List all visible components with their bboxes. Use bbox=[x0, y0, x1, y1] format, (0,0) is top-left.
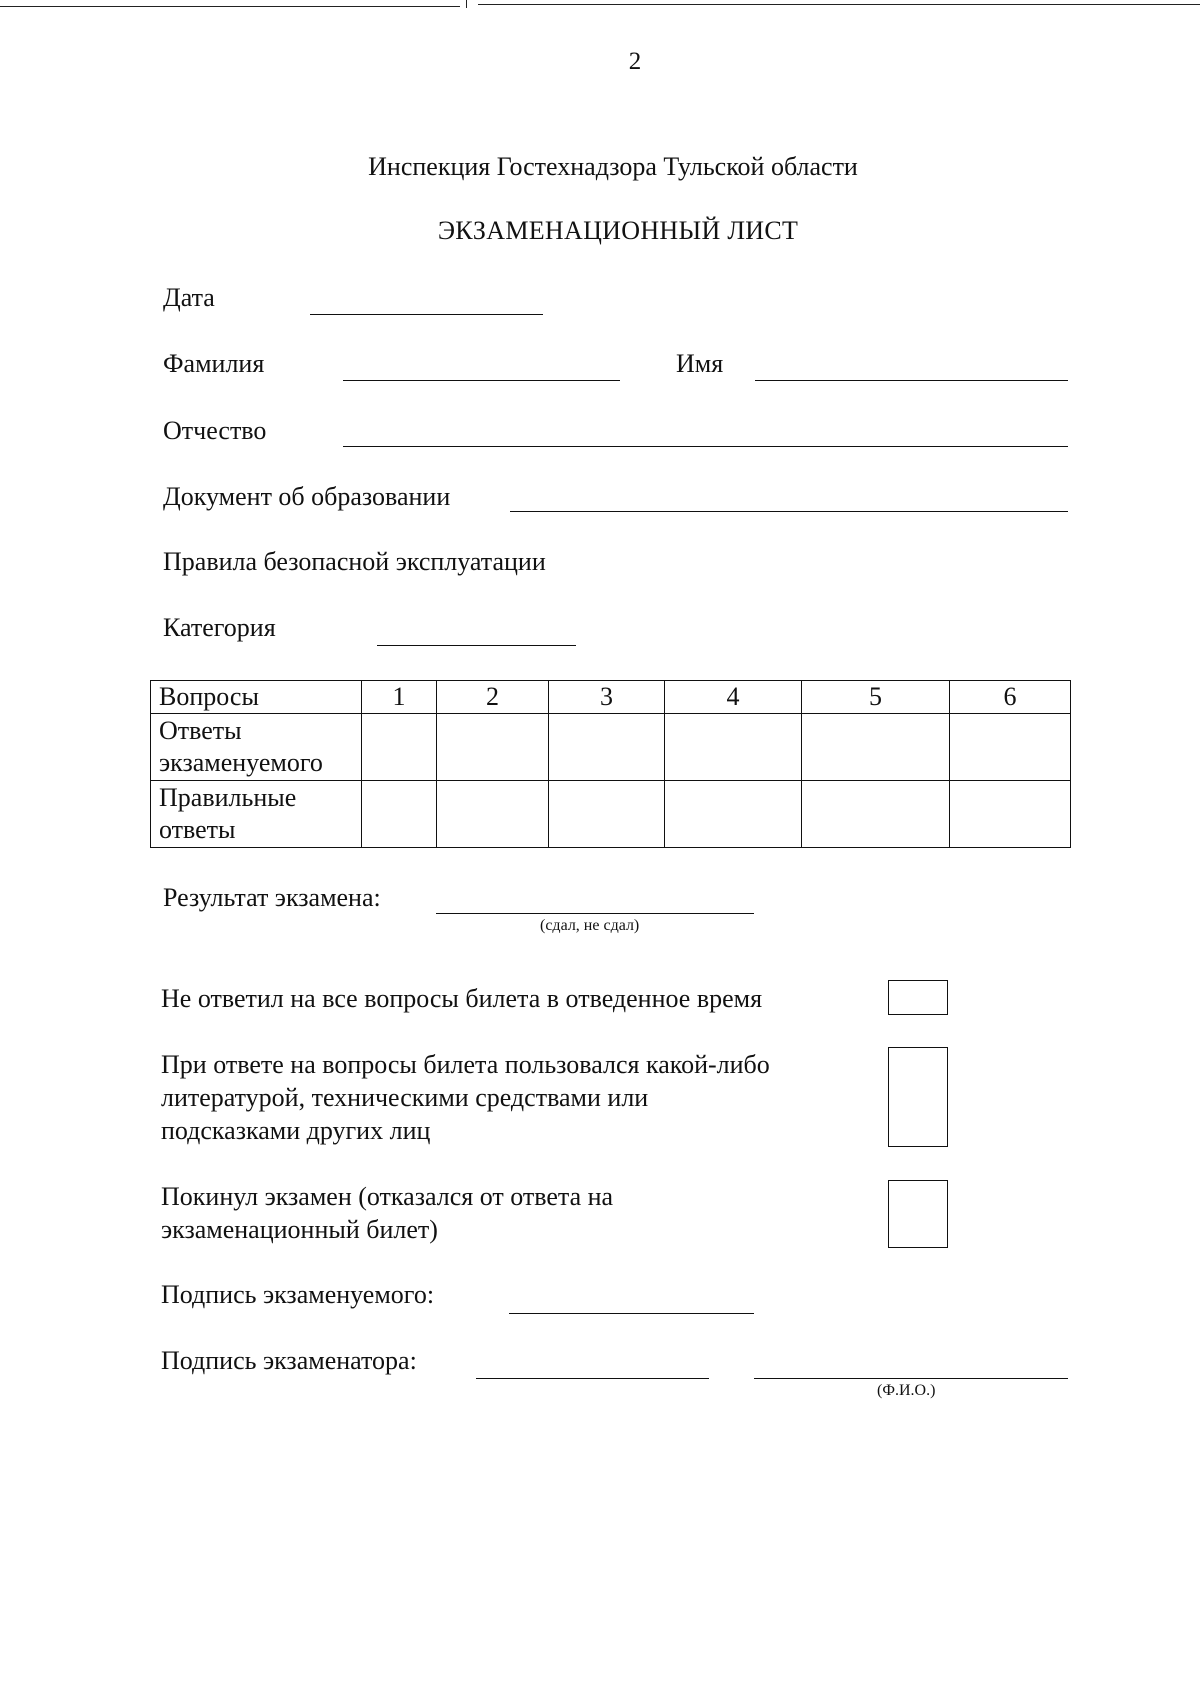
examiner-signature-field[interactable] bbox=[476, 1378, 709, 1379]
examinee-answer-cell-1[interactable] bbox=[362, 714, 437, 781]
date-label: Дата bbox=[163, 283, 215, 312]
date-field[interactable] bbox=[310, 314, 543, 315]
correct-answer-cell-2[interactable] bbox=[437, 781, 549, 848]
name-label: Имя bbox=[676, 349, 724, 378]
exam-result-hint: (сдал, не сдал) bbox=[540, 917, 640, 934]
document-title: ЭКЗАМЕНАЦИОННЫЙ ЛИСТ bbox=[437, 216, 799, 245]
question-number-6: 6 bbox=[950, 681, 1071, 714]
checkbox-timeout[interactable] bbox=[888, 980, 948, 1015]
education-document-field[interactable] bbox=[510, 511, 1068, 512]
examinee-signature-field[interactable] bbox=[509, 1313, 754, 1314]
patronymic-field[interactable] bbox=[343, 446, 1068, 447]
organization-name: Инспекция Гостехнадзора Тульской области bbox=[368, 152, 858, 181]
correct-answer-cell-5[interactable] bbox=[802, 781, 950, 848]
question-number-4: 4 bbox=[665, 681, 802, 714]
correct-answer-cell-4[interactable] bbox=[665, 781, 802, 848]
education-document-label: Документ об образовании bbox=[163, 482, 451, 511]
exam-result-label: Результат экзамена: bbox=[163, 883, 381, 912]
scan-edge-line-right bbox=[478, 4, 1200, 5]
correct-answer-cell-6[interactable] bbox=[950, 781, 1071, 848]
examinee-answer-cell-3[interactable] bbox=[549, 714, 665, 781]
exam-result-field[interactable] bbox=[436, 913, 754, 914]
examinee-answer-cell-6[interactable] bbox=[950, 714, 1071, 781]
examinee-answers-row bbox=[151, 714, 1071, 781]
page-number: 2 bbox=[628, 48, 642, 75]
examinee-signature-label: Подпись экзаменуемого: bbox=[161, 1280, 435, 1309]
check-text-timeout: Не ответил на все вопросы билета в отведенное время bbox=[161, 984, 763, 1013]
correct-answer-cell-1[interactable] bbox=[362, 781, 437, 848]
questions-header-label: Вопросы bbox=[151, 681, 362, 714]
category-field[interactable] bbox=[377, 645, 576, 646]
question-number-5: 5 bbox=[802, 681, 950, 714]
correct-answers-label: Правильные ответы bbox=[151, 781, 362, 848]
examiner-signature-label: Подпись экзаменатора: bbox=[161, 1346, 417, 1375]
examinee-answer-cell-5[interactable] bbox=[802, 714, 950, 781]
examiner-fio-field[interactable] bbox=[754, 1378, 1068, 1379]
question-number-3: 3 bbox=[549, 681, 665, 714]
check-text-cheating: При ответе на вопросы билета пользовался какой-либо литературой, техническими средствами или подсказками других лиц bbox=[161, 1050, 770, 1145]
answers-table bbox=[150, 680, 1071, 848]
safety-rules-label: Правила безопасной эксплуатации bbox=[163, 547, 546, 576]
question-number-1: 1 bbox=[362, 681, 437, 714]
examinee-answer-cell-4[interactable] bbox=[665, 714, 802, 781]
question-number-2: 2 bbox=[437, 681, 549, 714]
scan-edge-line-left bbox=[0, 6, 460, 7]
questions-header-row bbox=[151, 681, 1071, 714]
examinee-answer-cell-2[interactable] bbox=[437, 714, 549, 781]
patronymic-label: Отчество bbox=[163, 416, 267, 445]
examiner-fio-hint: (Ф.И.О.) bbox=[877, 1382, 936, 1399]
surname-label: Фамилия bbox=[163, 349, 265, 378]
check-text-left-exam: Покинул экзамен (отказался от ответа на экзаменационный билет) bbox=[161, 1182, 614, 1244]
correct-answer-cell-3[interactable] bbox=[549, 781, 665, 848]
scan-edge-tick bbox=[466, 0, 467, 8]
correct-answers-row bbox=[151, 781, 1071, 848]
category-label: Категория bbox=[163, 613, 276, 642]
checkbox-cheating[interactable] bbox=[888, 1047, 948, 1147]
checkbox-left-exam[interactable] bbox=[888, 1180, 948, 1248]
examinee-answers-label: Ответы экзаменуемого bbox=[151, 714, 362, 781]
name-field[interactable] bbox=[755, 380, 1068, 381]
surname-field[interactable] bbox=[343, 380, 620, 381]
